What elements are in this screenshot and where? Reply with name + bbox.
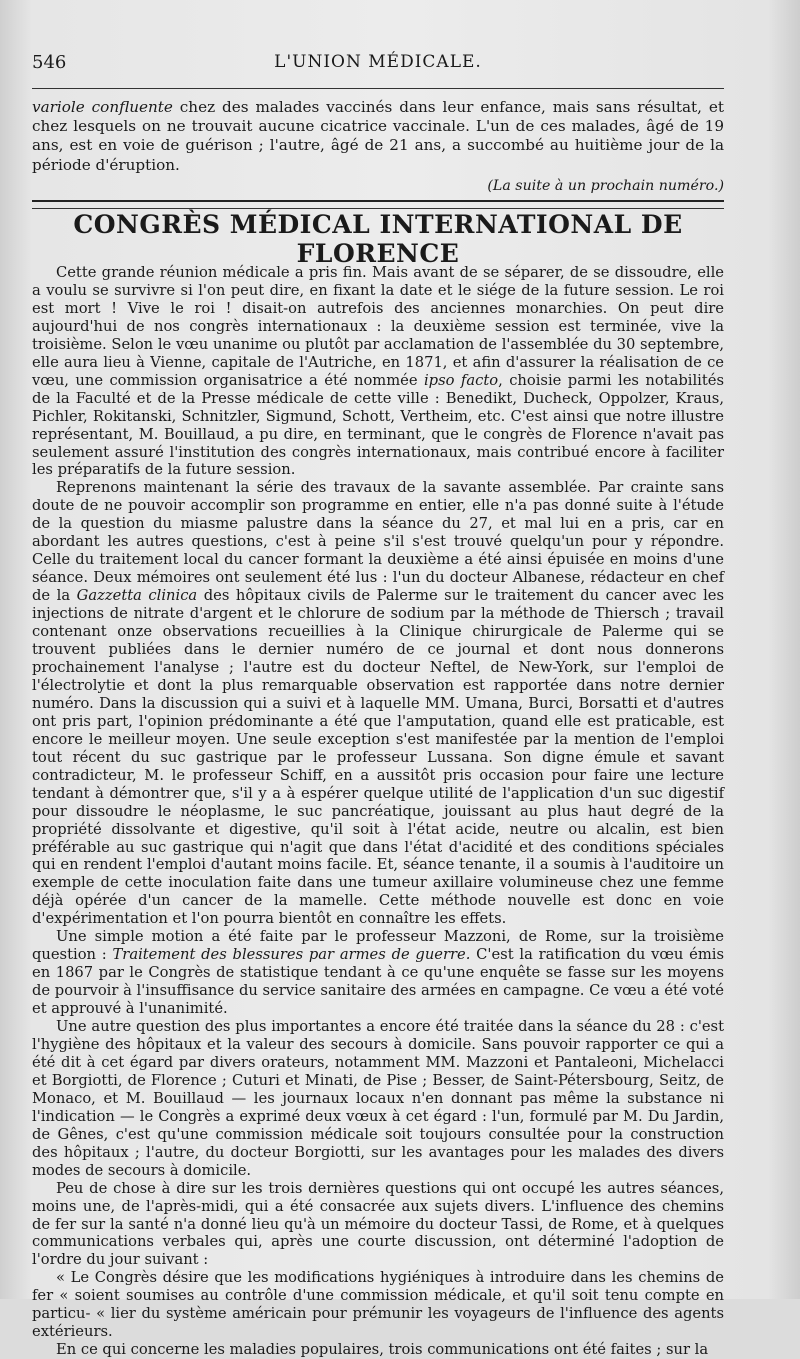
running-title: L'UNION MÉDICALE. (274, 52, 482, 72)
article-body (32, 264, 724, 1359)
continued-text: chez des malades vaccinés dans leur enfance, mais sans résultat, et chez lesquels on ne trouvait aucune cicatrice vaccinale. L'un de ces malades, âgé de 19 ans, est en voie de guérison ; l'autre, âgé de 21 ans, a succombé au huitième jour de la période d'éruption. (32, 98, 724, 174)
header-rule (32, 88, 724, 89)
to-be-continued-note: (La suite à un prochain numéro.) (487, 178, 724, 194)
paragraph-italic: Traitement des blessures par armes de guerre. (112, 946, 471, 964)
paragraph (32, 264, 724, 479)
paragraph (32, 928, 724, 1018)
paragraph-text: des hôpitaux civils de Palerme sur le traitement du cancer avec les injections de nitrate d'argent et le chlorure de sodium par la méthode de Thiersch ; travail contenant onze observations recueillies à la Clinique chirurgicale de Palerme qui se trouvent publiées dans le dernier numéro de ce journal et dont nous donnerons prochainement l'analyse ; l'autre est du docteur Neftel, de New-York, sur l'emploi de l'électrolytie et dont la plus remarquable observation est rapportée dans notre dernier numéro. Dans la discussion qui a suivi et à laquelle MM. Umana, Burci, Borsatti et d'autres ont pris part, l'opinion prédominante a été que l'amputation, quand elle est praticable, est encore le meilleur moyen. Une seule exception s'est manifestée par la mention de l'emploi tout récent du suc gastrique par le professeur Lussana. Son digne émule et savant contradicteur, M. le professeur Schiff, en a aussitôt pris occasion pour faire une lecture tendant à démontrer que, s'il y a à espérer quelque utilité de l'application d'un suc digestif pour dissoudre le néoplasme, le suc pancréatique, jouissant au plus haut degré de la propriété dissolvante et digestive, qu'il soit à l'état acide, neutre ou alcalin, est bien préférable au suc gastrique qui n'agit que dans l'état d'acidité et des conditions spéciales qui en rendent l'emploi d'autant moins facile. Et, séance tenante, il a soumis à l'auditoire un exemple de cette inoculation faite dans une tumeur axillaire volumineuse chez une femme déjà opérée d'un cancer de la mamelle. Cette méthode nouvelle est donc en voie d'expérimentation et l'on pourra bientôt en connaître les effets. (32, 587, 724, 928)
paragraph-italic: Gazzetta clinica (76, 587, 198, 605)
paragraph-text: Cette grande réunion médicale a pris fin. Mais avant de se séparer, de se dissoudre, elle a voulu se survivre si l'on peut dire, en fixant la date et le siége de la future session. Le roi est mort ! Vive le roi ! disait-on autrefois des anciennes monarchies. On peut dire aujourd'hui de nos congrès internationaux : la deuxième session est terminée, vive la troisième. Selon le vœu unanime ou plutôt par acclamation de l'assemblée du 30 septembre, elle aura lieu à Vienne, capitale de l'Autriche, en 1871, et afin d'assurer la réalisation de ce vœu, une commission organisatrice a été nommée (32, 264, 724, 389)
paragraph: Une autre question des plus importantes a encore été traitée dans la séance du 28 : c'est l'hygiène des hôpitaux et la valeur des secours à domicile. Sans pouvoir rapporter ce qui a été dit à cet égard par divers orateurs, notamment MM. Mazzoni et Pantaleoni, Michelacci et Borgiotti, de Florence ; Cuturi et Minati, de Pise ; Besser, de Saint-Pétersbourg, Seitz, de Monaco, et M. Bouillaud — les journaux locaux n'en donnant pas même la substance ni l'indication — le Congrès a exprimé deux vœux à cet égard : l'un, formulé par M. Du Jardin, de Gênes, c'est qu'une commission médicale soit toujours consultée pour la construction des hôpitaux ; l'autre, du docteur Borgiotti, sur les avantages pour les malades des divers modes de secours à domicile. (32, 1018, 724, 1179)
paragraph-text: , choisie parmi les notabilités de la Faculté et de la Presse médicale de cette ville : Benedikt, Ducheck, Oppolzer, Kraus, Pichler, Rokitanski, Schnitzler, Sigmund, Schott, Vertheim, etc. C'est ainsi que notre illustre représentant, M. Bouillaud, a pu dire, en terminant, que le congrès de Florence n'avait pas seulement assuré l'institution des congrès internationaux, mais contribué encore à faciliter les préparatifs de la future session. (32, 371, 725, 479)
paragraph (32, 479, 724, 928)
continued-paragraph (32, 98, 724, 175)
paragraph-italic: ipso facto (423, 371, 499, 389)
paragraph: Peu de chose à dire sur les trois dernières questions qui ont occupé les autres séances, moins une, de l'après-midi, qui a été consacrée aux sujets divers. L'influence des chemins de fer sur la santé n'a donné lieu qu'à un mémoire du docteur Tassi, de Rome, et à quelques communications verbales qui, après une courte discussion, ont déterminé l'adoption de l'ordre du jour suivant : (32, 1179, 724, 1269)
page-number: 546 (32, 52, 67, 73)
paragraph-text: Une simple motion a été faite par le professeur Mazzoni, de Rome, sur la troisième question : (32, 928, 724, 964)
continued-article (32, 98, 724, 175)
paragraph-text: C'est la ratification du vœu émis en 1867 par le Congrès de statistique tendant à ce qu'une enquête se fasse sur les moyens de pourvoir à l'insuffisance du service sanitaire des armées en campagne. Ce vœu a été voté et approuvé à l'unanimité. (32, 946, 724, 1018)
paragraph: En ce qui concerne les maladies populaires, trois communications ont été faites ; sur la (56, 1341, 709, 1359)
paragraph-text: Reprenons maintenant la série des travaux de la savante assemblée. Par crainte sans doute de ne pouvoir accomplir son programme en entier, elle n'a pas donné suite à l'étude de la question du miasme palustre dans la séance du 27, et mal lui en a pris, car en abordant les autres questions, c'est à peine s'il s'est trouvé quelqu'un pour y répondre. Celle du traitement local du cancer formant la deuxième a été ainsi épuisée en moins d'une séance. Deux mémoires ont seulement été lus : l'un du docteur Albanese, rédacteur en chef de la (32, 479, 724, 605)
quoted-resolution: « Le Congrès désire que les modifications hygiéniques à introduire dans les chemins de fer « soient soumises au contrôle d'une commission médicale, et qu'il soit tenu compte en particu- « lier du système américain pour prémunir les voyageurs de l'influence des agents extérieurs. (32, 1269, 724, 1341)
section-divider (32, 200, 724, 209)
section-title: CONGRÈS MÉDICAL INTERNATIONAL DE FLORENCE (73, 210, 683, 268)
page-header (32, 52, 724, 82)
continued-lead-italic: variole confluente (32, 98, 173, 116)
